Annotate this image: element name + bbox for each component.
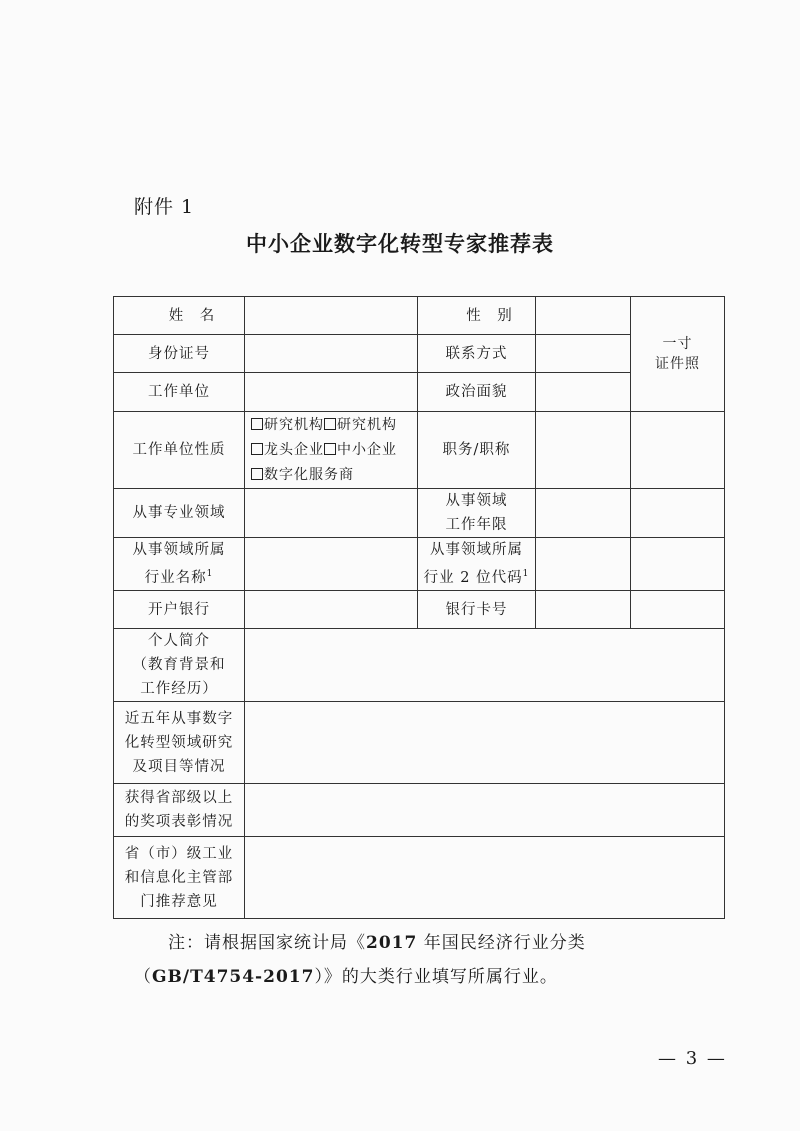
id-label: 身份证号 (114, 335, 245, 373)
field-years-label (418, 489, 536, 538)
research-line-1: 近五年从事数字 (124, 710, 234, 727)
note-standard: GB/T4754-2017 (152, 967, 315, 987)
note-year: 2017 (366, 933, 418, 953)
card-input[interactable] (536, 591, 631, 629)
recommend-line-3: 门推荐意见 (140, 893, 218, 910)
page-title: 中小企业数字化转型专家推荐表 (246, 231, 554, 256)
industry-name-input[interactable] (245, 538, 418, 591)
profile-line-2: （教育背景和 (132, 657, 226, 673)
option-2: 研究机构 (337, 416, 397, 433)
id-input[interactable] (245, 335, 418, 373)
card-label: 银行卡号 (418, 591, 536, 629)
award-line-2: 的奖项表彰情况 (124, 814, 234, 830)
note-prefix: 注：请根据国家统计局《 (168, 933, 366, 953)
political-label: 政治面貌 (418, 373, 536, 412)
option-3: 龙头企业 (264, 441, 324, 458)
recommendation-form (113, 296, 725, 919)
photo-line-2: 证件照 (655, 356, 700, 372)
contact-label: 联系方式 (418, 335, 536, 373)
award-line-1: 获得省部级以上 (124, 790, 234, 806)
profile-line-1: 个人简介 (148, 633, 210, 649)
name-input[interactable] (245, 297, 418, 335)
recommend-input[interactable] (245, 837, 725, 919)
unit-type-options (245, 412, 418, 489)
field-input[interactable] (245, 489, 418, 538)
gender-label: 性 别 (418, 297, 536, 335)
option-4: 中小企业 (337, 441, 397, 458)
industry-code-input-ext[interactable] (631, 538, 725, 591)
field-years-line-2: 工作年限 (445, 517, 508, 533)
note-line-1 (168, 928, 586, 953)
checkbox-5[interactable] (251, 468, 263, 480)
industry-code-label (418, 538, 536, 591)
checkbox-3[interactable] (251, 443, 263, 455)
research-label (114, 702, 245, 784)
position-label: 职务/职称 (418, 412, 536, 489)
profile-input[interactable] (245, 629, 725, 702)
field-label: 从事专业领域 (114, 489, 245, 538)
industry-code-line-2: 行业 2 位代码 (423, 570, 523, 586)
unit-type-label: 工作单位性质 (114, 412, 245, 489)
photo-box[interactable] (631, 297, 725, 412)
bank-input[interactable] (245, 591, 418, 629)
field-years-input[interactable] (536, 489, 631, 538)
industry-name-line-1: 从事领域所属 (132, 542, 226, 558)
checkbox-4[interactable] (324, 443, 336, 455)
position-input[interactable] (536, 412, 631, 489)
photo-line-1: 一寸 (662, 336, 693, 352)
card-input-ext[interactable] (631, 591, 725, 629)
contact-input[interactable] (536, 335, 631, 373)
research-line-3: 及项目等情况 (132, 758, 226, 775)
field-years-line-1: 从事领域 (445, 493, 508, 509)
field-years-input-ext[interactable] (631, 489, 725, 538)
political-input[interactable] (536, 373, 631, 412)
profile-line-3: 工作经历） (140, 681, 218, 697)
note-open: （ (134, 967, 152, 987)
work-unit-input[interactable] (245, 373, 418, 412)
research-input[interactable] (245, 702, 725, 784)
name-label: 姓 名 (114, 297, 245, 335)
industry-code-input[interactable] (536, 538, 631, 591)
profile-label (114, 629, 245, 702)
footnote-mark: 1 (522, 569, 530, 579)
option-1: 研究机构 (264, 416, 324, 433)
industry-code-line-1: 从事领域所属 (430, 542, 523, 558)
note-line-2 (134, 962, 558, 987)
option-5: 数字化服务商 (264, 466, 354, 483)
research-line-2: 化转型领域研究 (124, 734, 234, 751)
recommend-line-1: 省（市）级工业 (124, 845, 234, 862)
industry-name-line-2: 行业名称 (144, 570, 207, 586)
recommend-line-2: 和信息化主管部 (124, 869, 234, 886)
page-number: — 3 — (658, 1048, 727, 1069)
work-unit-label: 工作单位 (114, 373, 245, 412)
gender-input[interactable] (536, 297, 631, 335)
bank-label: 开户银行 (114, 591, 245, 629)
award-input[interactable] (245, 784, 725, 837)
note-mid: 年国民经济行业分类 (417, 933, 586, 953)
checkbox-2[interactable] (324, 418, 336, 430)
industry-name-label (114, 538, 245, 591)
checkbox-1[interactable] (251, 418, 263, 430)
note-rest: ）》的大类行业填写所属行业。 (314, 967, 558, 987)
recommend-label (114, 837, 245, 919)
position-input-ext[interactable] (631, 412, 725, 489)
award-label (114, 784, 245, 837)
attachment-label: 附件 1 (134, 196, 195, 218)
footnote-mark: 1 (206, 569, 214, 579)
